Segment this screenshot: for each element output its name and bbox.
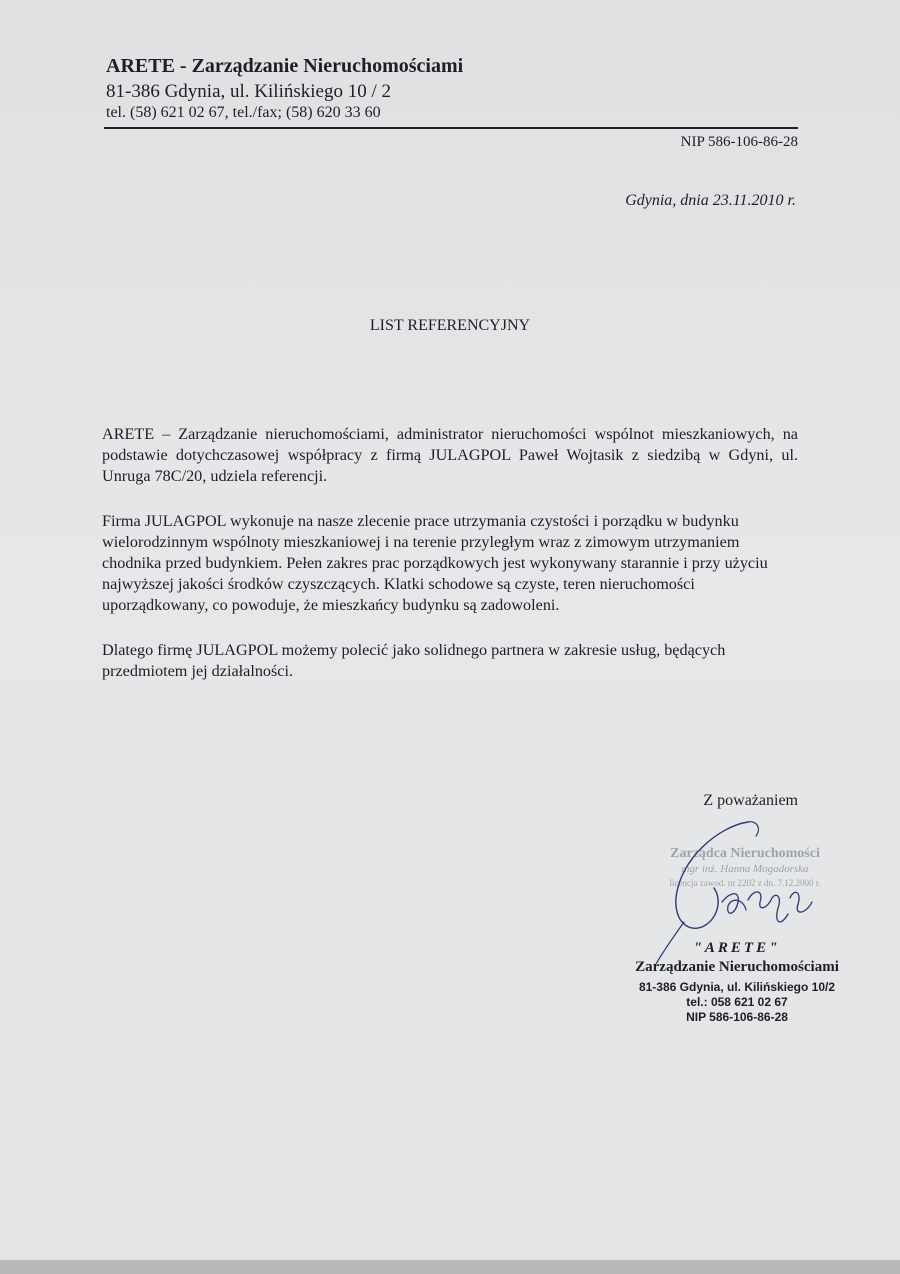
- company-stamp: [612, 940, 862, 1024]
- closing-regards: Z poważaniem: [703, 792, 798, 809]
- letterhead-phone: tel. (58) 621 02 67, tel./fax; (58) 620 33 60: [106, 104, 381, 121]
- signature-stamp-title: Zarządca Nieruchomości: [670, 846, 820, 861]
- letterhead-divider: [104, 127, 798, 129]
- company-stamp-nip: NIP 586-106-86-28: [686, 1010, 788, 1024]
- letter-title: LIST REFERENCYJNY: [369, 317, 531, 334]
- letterhead-address: 81-386 Gdynia, ul. Kilińskiego 10 / 2: [106, 81, 391, 102]
- letterhead-company: ARETE - Zarządzanie Nieruchomościami: [106, 55, 464, 77]
- body-paragraph-1: ARETE – Zarządzanie nieruchomościami, administrator nieruchomości wspólnot mieszkaniowych, na podstawie dotychczasowej współpracy z firmą JULAGPOL Paweł Wojtasik z siedzibą w Gdyni, ul. Unruga 78C/20, udziela referencji.: [102, 425, 798, 485]
- letterhead-nip: NIP 586-106-86-28: [680, 134, 798, 150]
- company-stamp-company: Zarządzanie Nieruchomościami: [635, 959, 839, 975]
- body-paragraph-3: Dlatego firmę JULAGPOL możemy polecić jako solidnego partnera w zakresie usług, będących przedmiotem jej działalności.: [102, 641, 726, 680]
- signature-stamp-name: mgr inż. Hanna Mogadorska: [681, 863, 809, 875]
- company-stamp-address: 81-386 Gdynia, ul. Kilińskiego 10/2: [638, 980, 836, 994]
- company-stamp-name: "ARETE": [693, 940, 781, 956]
- signature-stamp-license: licencja zawod. nr 2202 z dn. 7.12.2000 r.: [669, 878, 821, 888]
- letter-date: Gdynia, dnia 23.11.2010 r.: [625, 192, 796, 209]
- company-stamp-phone: tel.: 058 621 02 67: [686, 995, 788, 1009]
- body-paragraph-2: Firma JULAGPOL wykonuje na nasze zlecenie prace utrzymania czystości i porządku w budynku wielorodzinnym wspólnoty mieszkaniowej i na terenie przyległym wraz z zimowym utrzymaniem chodnika przed budynkiem. Pełen zakres prac porządkowych jest wykonywany starannie i przy użyciu najwyższej jakości środków czyszczących. Klatki schodowe są czyste, teren nieruchomości uporządkowany, co powoduje, że mieszkańcy budynku są zadowoleni.: [102, 512, 768, 614]
